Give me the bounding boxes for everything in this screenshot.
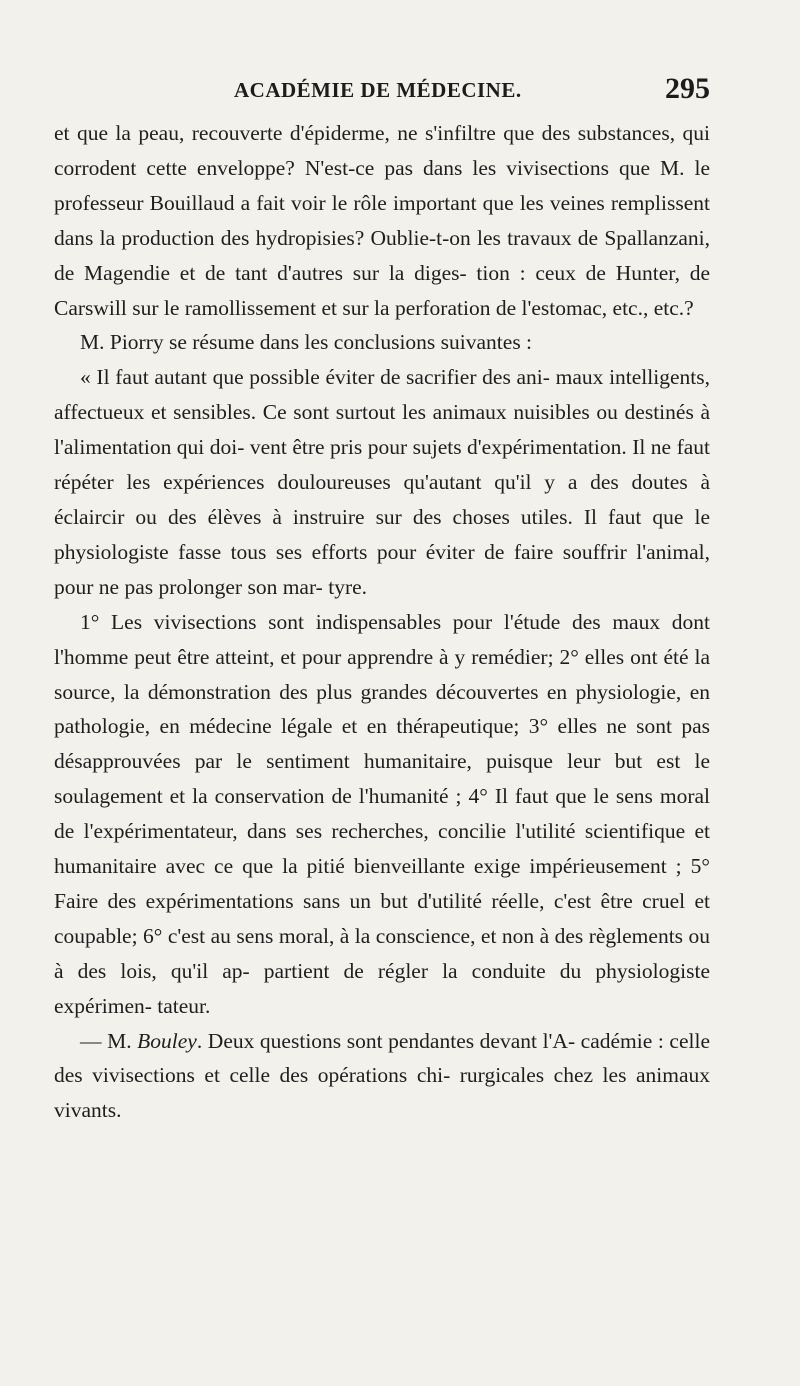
paragraph-conclusions: 1° Les vivisections sont indispensables pour l'étude des maux dont l'homme peut être atteint, et pour apprendre à y remédier; 2° elles ont été la source, la démonstration des plus grandes découvertes en physiologie, en pathologie, en médecine légale et en thérapeutique; 3° elles ne sont pas désapprouvées par le sentiment humanitaire, puisque leur but est le soulagement et la conservation de l'humanité ; 4° Il faut que le sens moral de l'expérimentateur, dans ses recherches, concilie l'utilité scientifique et humanitaire avec ce que la pitié bienveillante exige impérieusement ; 5° Faire des expérimentations sans un but d'utilité réelle, c'est être cruel et coupable; 6° c'est au sens moral, à la conscience, et non à des règlements ou à des lois, qu'il ap- partient de régler la conduite du physiologiste expérimen- tateur.: [54, 609, 710, 1018]
speaker-text: . Deux questions sont pendantes devant l'A- cadémie : celle des vivisections et celle des opérations chi- rurgicales chez les animaux vivants.: [54, 1028, 710, 1123]
paragraph-bouley: [54, 1024, 710, 1129]
paragraph-continuation: et que la peau, recouverte d'épiderme, ne s'infiltre que des substances, qui corrodent cette enveloppe? N'est-ce pas dans les vivisections que M. le professeur Bouillaud a fait voir le rôle important que les veines remplissent dans la production des hydropisies? Oublie-t-on les travaux de Spallanzani, de Magendie et de tant d'autres sur la diges- tion : ceux de Hunter, de Carswill sur le ramollissement et sur la perforation de l'estomac, etc., etc.?: [54, 121, 710, 320]
speaker-prefix: — M.: [80, 1028, 138, 1053]
page-number: 295: [665, 72, 710, 105]
paragraph-quotation: « Il faut autant que possible éviter de sacrifier des ani- maux intelligents, affectueux et sensibles. Ce sont surtout les animaux nuisibles ou destinés à l'alimentation qui doi- vent être pris pour sujets d'expérimentation. Il ne faut répéter les expériences douloureuses qu'autant qu'il y a des doutes à éclaircir ou des élèves à instruire sur des choses utiles. Il faut que le physiologiste fasse tous ses efforts pour éviter de faire souffrir l'animal, pour ne pas prolonger son mar- tyre.: [54, 365, 710, 599]
running-title: ACADÉMIE DE MÉDECINE.: [234, 78, 522, 102]
paragraph-piorry-summary: M. Piorry se résume dans les conclusions suivantes :: [80, 330, 533, 355]
running-head: [54, 72, 710, 108]
speaker-name: Bouley: [137, 1028, 197, 1053]
body-text: [54, 116, 710, 1128]
